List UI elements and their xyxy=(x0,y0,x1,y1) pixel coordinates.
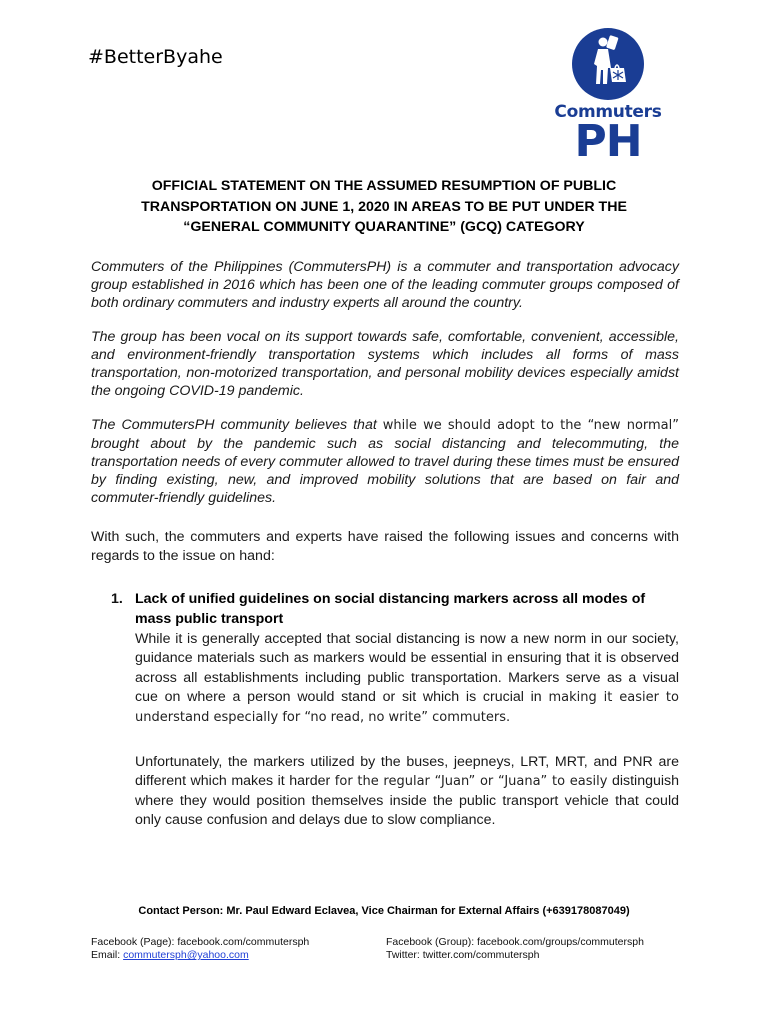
title-line-2: TRANSPORTATION ON JUNE 1, 2020 IN AREAS TO BE PUT UNDER THE xyxy=(141,198,627,215)
logo-ph: PH xyxy=(574,116,642,167)
issue-heading: Lack of unified guidelines on social distancing markers across all modes of mass public transport xyxy=(135,591,646,627)
email-line xyxy=(91,949,309,962)
commutersph-logo xyxy=(552,28,664,168)
beliefs-intro: The CommutersPH community believes that xyxy=(91,417,383,433)
facebook-page: Facebook (Page): facebook.com/commutersph xyxy=(91,936,310,948)
issue-body-1 xyxy=(135,630,679,727)
issue-body-2 xyxy=(135,753,679,831)
title-line-3: “GENERAL COMMUNITY QUARANTINE” (GCQ) CATEGORY xyxy=(183,219,585,235)
contact-person: Contact Person: Mr. Paul Edward Eclavea, Vice Chairman for External Affairs (+639178087049) xyxy=(138,905,630,917)
footer-right xyxy=(386,936,644,962)
issue-body-2-juan: for the regular “Juan” or “Juana” to easily xyxy=(334,774,608,790)
beliefs-new-normal: while we should adopt to the “new normal” xyxy=(382,418,679,433)
paragraph-issues-intro: With such, the commuters and experts have raised the following issues and concerns with regards to the issue on hand: xyxy=(91,529,679,564)
twitter: Twitter: twitter.com/commutersph xyxy=(386,949,540,961)
title-line-1: OFFICIAL STATEMENT ON THE ASSUMED RESUMPTION OF PUBLIC xyxy=(151,178,617,194)
issue-body-1-tail: making it easier to understand especially for “no read, no write” commuters. xyxy=(135,690,679,725)
beliefs-rest: brought about by the pandemic such as social distancing and telecommuting, the transportation needs of every commuter allowed to travel during these times must be ensured by finding existing, new, and improved mobility solutions that are based on fair and commuter-friendly guidelines. xyxy=(91,436,679,506)
issue-number: 1. xyxy=(111,591,123,607)
footer-left xyxy=(91,936,309,962)
issue-body-1-main: While it is generally accepted that social distancing is now a new norm in our society, guidance materials such as markers would be essential in ensuring that it is observed across all establishments including public transportation. Markers serve as a visual cue on where a person would stand or sit which is crucial in xyxy=(135,631,679,706)
statement-title xyxy=(88,176,680,238)
issue-body-2-start: Unfortunately, the markers utilized by the buses, jeepneys, LRT, MRT, and PNR are different which makes it harder xyxy=(135,754,679,790)
email-label: Email: xyxy=(91,949,124,961)
paragraph-about: Commuters of the Philippines (CommutersPH) is a commuter and transportation advocacy group established in 2016 which has been one of the leading commuter groups composed of both ordinary commuters and industry experts all around the country. xyxy=(91,259,679,311)
issue-body-2-end: distinguish where they would position themselves inside the public transport vehicle that could only cause confusion and delays due to slow compliance. xyxy=(135,773,679,829)
hashtag: #BetterByahe xyxy=(88,46,223,68)
paragraph-beliefs xyxy=(91,416,679,507)
logo-wordmark: Commuters xyxy=(554,102,662,122)
commuter-with-bag-icon xyxy=(572,28,644,100)
email-link[interactable]: commutersph@yahoo.com xyxy=(123,949,249,961)
facebook-group: Facebook (Group): facebook.com/groups/commutersph xyxy=(386,936,644,948)
paragraph-advocacy: The group has been vocal on its support towards safe, comfortable, convenient, accessible, and environment-friendly transportation systems which includes all forms of mass transportation, non-motorized transportation, and personal mobility devices especially amidst the ongoing COVID-19 pandemic. xyxy=(91,329,679,399)
